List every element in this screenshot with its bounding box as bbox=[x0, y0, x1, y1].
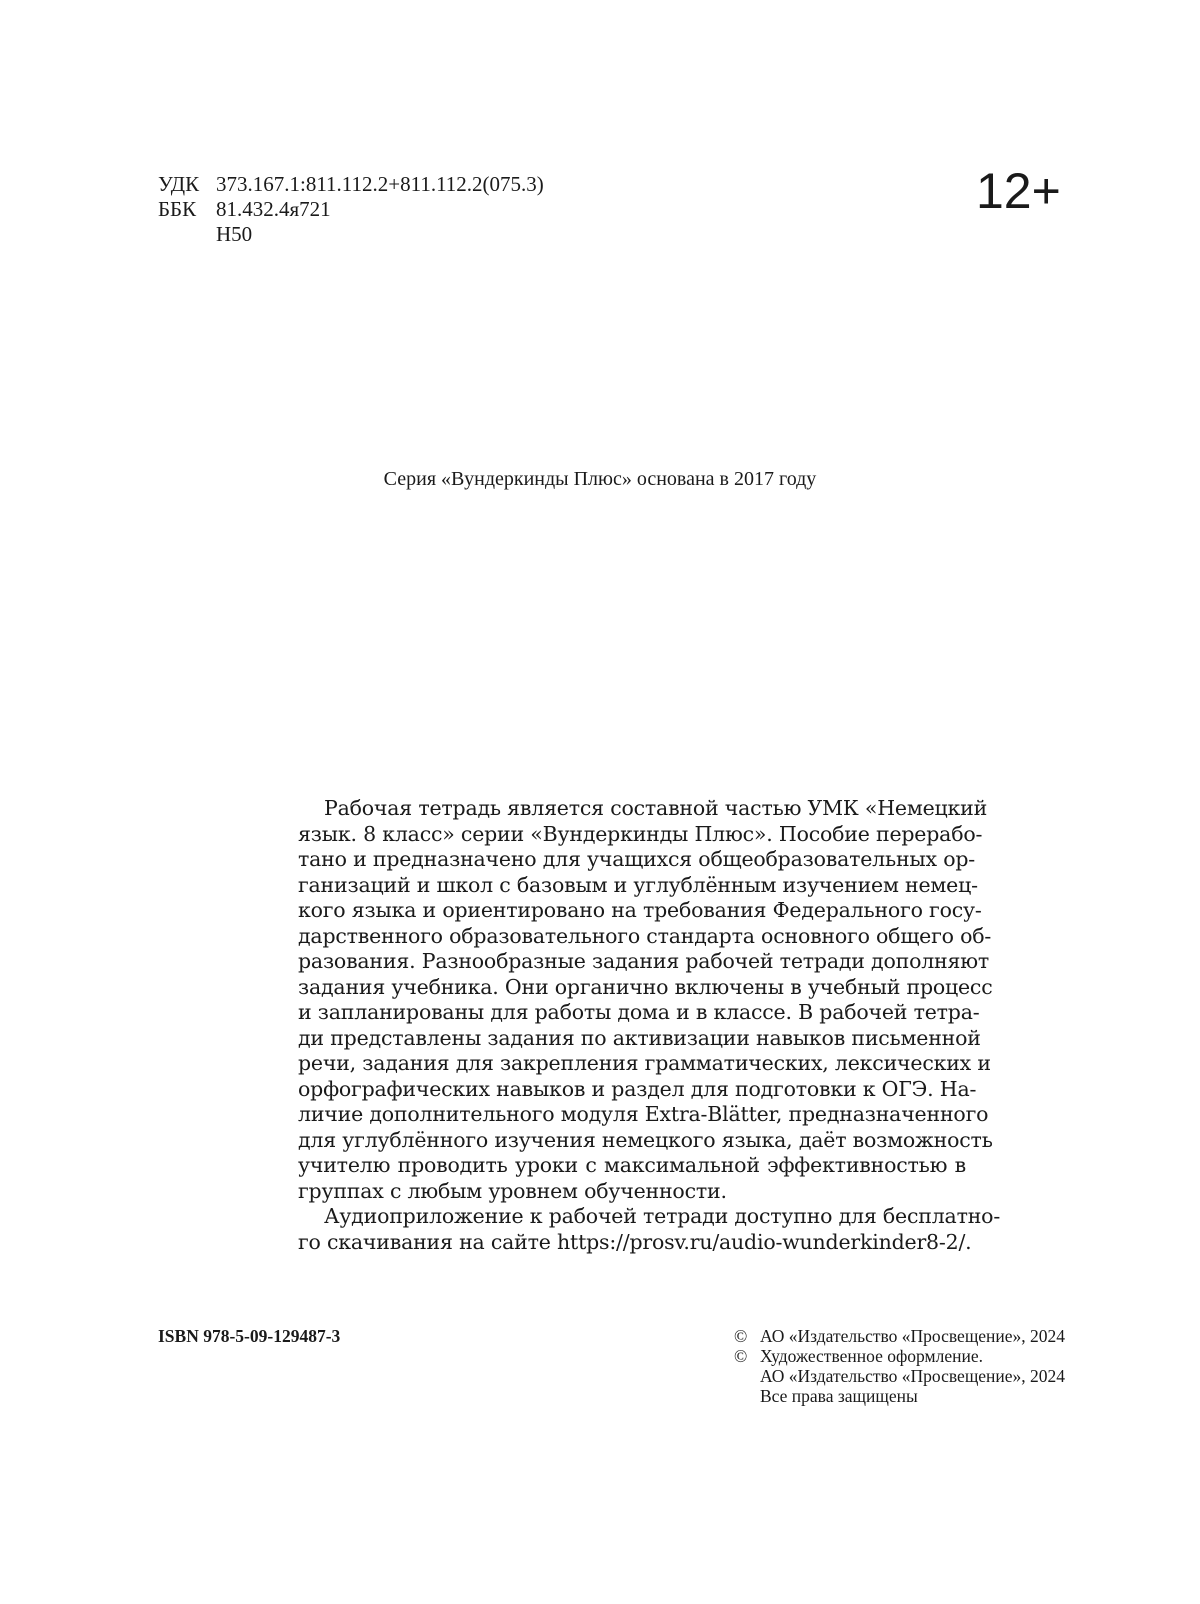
author-mark: Н50 bbox=[216, 222, 253, 246]
copyright-spacer bbox=[734, 1366, 760, 1386]
annotation-line: Рабочая тетрадь является составной частью УМК «Немецкий bbox=[324, 796, 988, 820]
annotation-line: и запланированы для работы дома и в классе. В рабочей тетра- bbox=[298, 1000, 980, 1024]
copyright-design: Художественное оформление. bbox=[760, 1346, 983, 1366]
copyright-row bbox=[734, 1346, 1065, 1366]
isbn: ISBN 978-5-09-129487-3 bbox=[158, 1326, 341, 1346]
annotation-line: орфографических навыков и раздел для подготовки к ОГЭ. На- bbox=[298, 1076, 977, 1101]
annotation-line: личие дополнительного модуля Extra-Blätter, предназначенного bbox=[298, 1102, 989, 1126]
bbk-row bbox=[158, 197, 544, 222]
copyright-publisher: АО «Издательство «Просвещение», 2024 bbox=[760, 1326, 1066, 1346]
annotation-line: речи, задания для закрепления грамматических, лексических и bbox=[298, 1051, 991, 1075]
bbk-label: ББК bbox=[158, 197, 197, 221]
annotation-line: разования. Разнообразные задания рабочей тетради дополняют bbox=[298, 949, 990, 973]
annotation-line: кого языка и ориентировано на требования Федерального госу- bbox=[298, 898, 982, 922]
udk-label: УДК bbox=[158, 172, 200, 196]
classification-block bbox=[158, 172, 544, 247]
annotation-line: дарственного образовательного стандарта основного общего об- bbox=[298, 923, 992, 948]
bbk-value: 81.432.4я721 bbox=[216, 197, 331, 221]
copyright-icon: © bbox=[734, 1346, 748, 1366]
annotation-line: группах с любым уровнем обученности. bbox=[298, 1178, 727, 1203]
annotation-line: го скачивания на сайте https://prosv.ru/audio-wunderkinder8-2/. bbox=[298, 1229, 972, 1254]
annotation-line: учителю проводить уроки с максимальной эффективностью в bbox=[298, 1153, 966, 1177]
copyright-spacer bbox=[734, 1386, 760, 1406]
udk-row bbox=[158, 172, 544, 197]
author-mark-row bbox=[158, 222, 544, 247]
annotation-line: для углублённого изучения немецкого языка, даёт возможность bbox=[298, 1127, 993, 1152]
author-mark-spacer bbox=[158, 222, 216, 247]
annotation-line: ди представлены задания по активизации навыков письменной bbox=[298, 1025, 981, 1050]
copyright-rights: Все права защищены bbox=[760, 1386, 918, 1406]
copyright-block bbox=[734, 1326, 1065, 1406]
copyright-icon: © bbox=[734, 1326, 748, 1346]
series-note: Серия «Вундеркинды Плюс» основана в 2017 году bbox=[383, 468, 817, 490]
annotation-line: задания учебника. Они органично включены в учебный процесс bbox=[298, 974, 993, 999]
annotation-line: ганизаций и школ с базовым и углублённым изучением немец- bbox=[298, 872, 978, 897]
copyright-row bbox=[734, 1386, 1065, 1406]
annotation-line: тано и предназначено для учащихся общеобразовательных ор- bbox=[298, 847, 976, 871]
copyright-row bbox=[734, 1366, 1065, 1386]
annotation-text bbox=[298, 796, 1001, 1255]
udk-value: 373.167.1:811.112.2+811.112.2(075.3) bbox=[216, 172, 544, 196]
annotation-line: Аудиоприложение к рабочей тетради доступно для бесплатно- bbox=[324, 1204, 1001, 1228]
copyright-row bbox=[734, 1326, 1065, 1346]
annotation-line: язык. 8 класс» серии «Вундеркинды Плюс». Пособие перерабо- bbox=[298, 821, 983, 846]
age-rating-badge: 12+ bbox=[976, 163, 1061, 219]
copyright-design-publisher: АО «Издательство «Просвещение», 2024 bbox=[760, 1366, 1066, 1386]
